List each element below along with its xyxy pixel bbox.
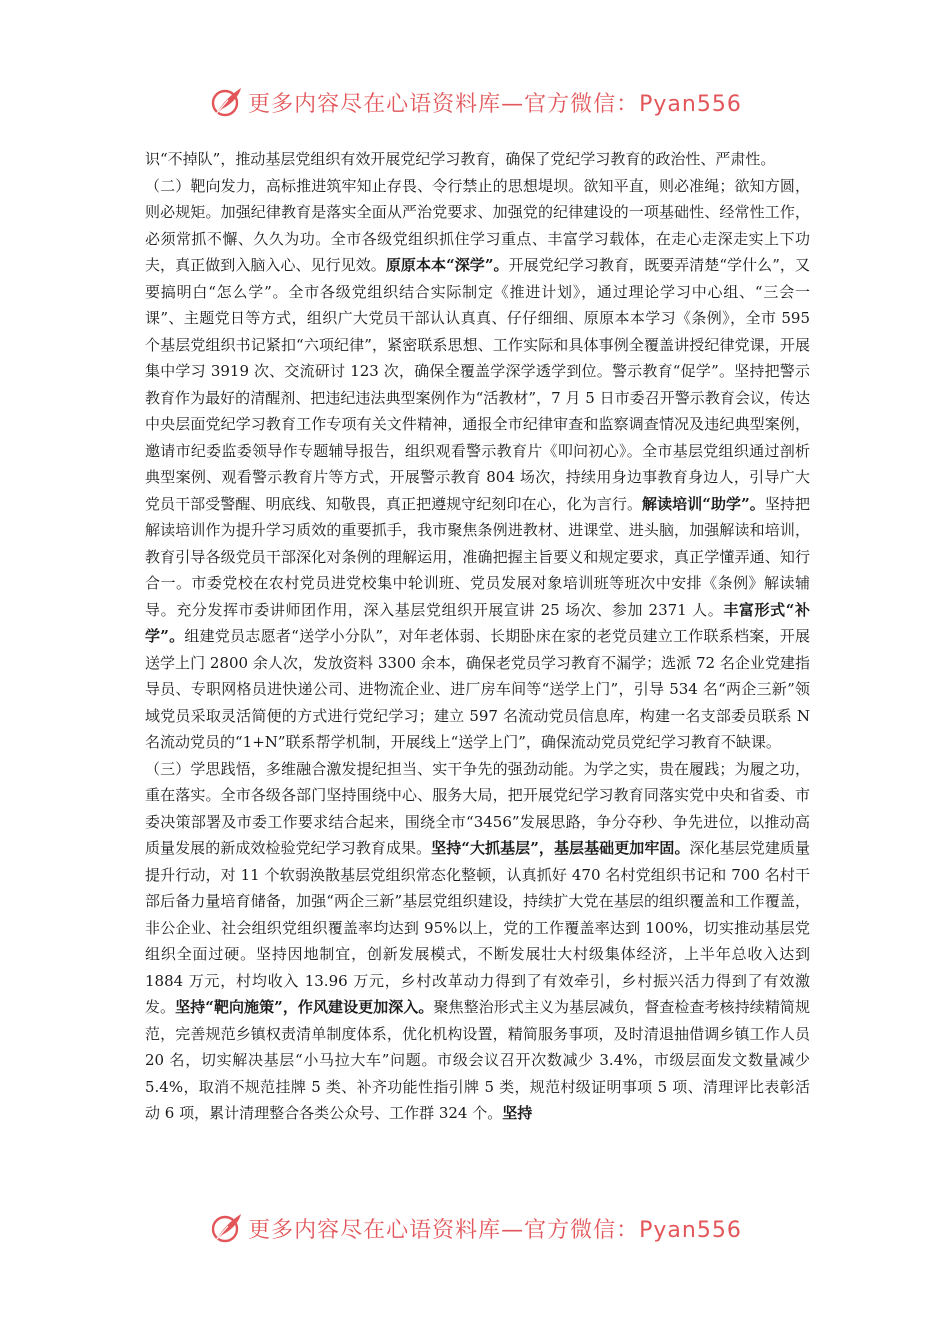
document-body <box>145 146 810 1127</box>
paragraph-2 <box>145 173 810 756</box>
feather-pen-icon <box>208 84 244 120</box>
bold-heading-run: 解读培训“助学”。 <box>642 494 765 513</box>
text-run: （三）学思践悟，多维融合激发提纪担当、实干争先的强劲动能。为学之实，贵在履践；为履之功，重在落实。全市各级各部门坚持围绕中心、服务大局，把开展党纪学习教育同落实党中央和省委、市委决策部署及市委工作要求结合起来，围绕全市“3456”发展思路，争分夺秒、争先进位，以推动高质量发展的新成效检验党纪学习教育成果。 <box>145 759 810 857</box>
header-watermark-text: 更多内容尽在心语资料库—官方微信：Pyan556 <box>248 91 742 117</box>
feather-pen-icon <box>208 1210 244 1246</box>
text-run: 坚持把解读培训作为提升学习质效的重要抓手，我市聚焦条例进教材、进课堂、进头脑，加强解读和培训，教育引导各级党员干部深化对条例的理解运用，准确把握主旨要义和规定要求，真正学懂弄通、知行合一。市委党校在农村党员进党校集中轮训班、党员发展对象培训班等班次中安排《条例》解读辅导。充分发挥市委讲师团作用，深入基层党组织开展宣讲 25 场次、参加 2371 人。 <box>145 494 810 619</box>
bold-heading-run: 坚持 <box>502 1104 533 1122</box>
text-run: 深化基层党建质量提升行动，对 11 个软弱涣散基层党组织常态化整顿，认真抓好 470 名村党组织书记和 700 名村干部后备力量培育储备，加强“两企三新”基层党组织建设，持续扩大党在基层的组织覆盖和工作覆盖，非公企业、社会组织党组织覆盖率均达到 95%以上，党的工作覆盖率达到 100%，切实推动基层党组织全面过硬。坚持因地制宜，创新发展模式，不断发展壮大村级集体经济，上半年总收入达到 1884 万元，村均收入 13.96 万元，乡村改革动力得到了有效牵引，乡村振兴活力得到了有效激发。 <box>145 839 810 1016</box>
header-watermark-banner <box>0 80 950 124</box>
bold-heading-run: 丰富形式“补学”。 <box>145 600 810 645</box>
footer-watermark-banner <box>0 1206 950 1250</box>
text-run: 开展党纪学习教育，既要弄清楚“学什么”，又要搞明白“怎么学”。全市各级党组织结合实际制定《推进计划》，通过理论学习中心组、“三会一课”、主题党日等方式，组织广大党员干部认认真真、仔仔细细、原原本本学习《条例》，全市 595 个基层党组织书记紧扣“六项纪律”，紧密联系思想、工作实际和具体事例全覆盖讲授纪律党课，开展集中学习 3919 次、交流研讨 123 次，确保全覆盖学深学透学到位。警示教育“促学”。坚持把警示教育作为最好的清醒剂、把违纪违法典型案例作为“活教材”，7 月 5 日市委召开警示教育会议，传达中央层面党纪学习教育工作专项有关文件精神，通报全市纪律审查和监察调查情况及违纪典型案例，邀请市纪委监委领导作专题辅导报告，组织观看警示教育片《叩问初心》。全市基层党组织通过剖析典型案例、观看警示教育片等方式，开展警示教育 804 场次，持续用身边事教育身边人，引导广大党员干部受警醒、明底线、知敬畏，真正把遵规守纪刻印在心，化为言行。 <box>145 256 810 513</box>
bold-heading-run: 坚持“大抓基层”，基层基础更加牢固。 <box>431 839 690 857</box>
paragraph-1 <box>145 146 810 173</box>
text-run: （二）靶向发力，高标推进筑牢知止存畏、令行禁止的思想堤坝。欲知平直，则必准绳；欲知方圆，则必规矩。加强纪律教育是落实全面从严治党要求、加强党的纪律建设的一项基础性、经常性工作，必须常抓不懈、久久为功。全市各级党组织抓住学习重点、丰富学习载体，在走心走深走实上下功夫，真正做到入脑入心、见行见效。 <box>145 176 810 274</box>
text-run: 组建党员志愿者“送学小分队”，对年老体弱、长期卧床在家的老党员建立工作联系档案，开展送学上门 2800 余人次，发放资料 3300 余本，确保老党员学习教育不漏学；选派 72 名企业党建指导员、专职网格员进快递公司、进物流企业、进厂房车间等“送学上门”，引导 534 名“两企三新”领域党员采取灵活简便的方式进行党纪学习；建立 597 名流动党员信息库，构建一名支部委员联系 N 名流动党员的“1+N”联系帮学机制，开展线上“送学上门”，确保流动党员党纪学习教育不缺课。 <box>145 627 810 751</box>
footer-watermark-text: 更多内容尽在心语资料库—官方微信：Pyan556 <box>248 1217 742 1243</box>
text-run: 聚焦整治形式主义为基层减负，督查检查考核持续精简规范，完善规范乡镇权责清单制度体系，优化机构设置，精简服务事项，及时清退抽借调乡镇工作人员 20 名，切实解决基层“小马拉大车”问题。市级会议召开次数减少 3.4%，市级层面发文数量减少 5.4%，取消不规范挂牌 5 类、补齐功能性指引牌 5 类，规范村级证明事项 5 项、清理评比表彰活动 6 项，累计清理整合各类公众号、工作群 324 个。 <box>145 998 810 1122</box>
text-run: 识“不掉队”，推动基层党组织有效开展党纪学习教育，确保了党纪学习教育的政治性、严肃性。 <box>145 150 776 168</box>
paragraph-3 <box>145 756 810 1127</box>
bold-heading-run: 原原本本“深学”。 <box>385 256 509 274</box>
bold-heading-run: 坚持“靶向施策”，作风建设更加深入。 <box>175 998 434 1016</box>
